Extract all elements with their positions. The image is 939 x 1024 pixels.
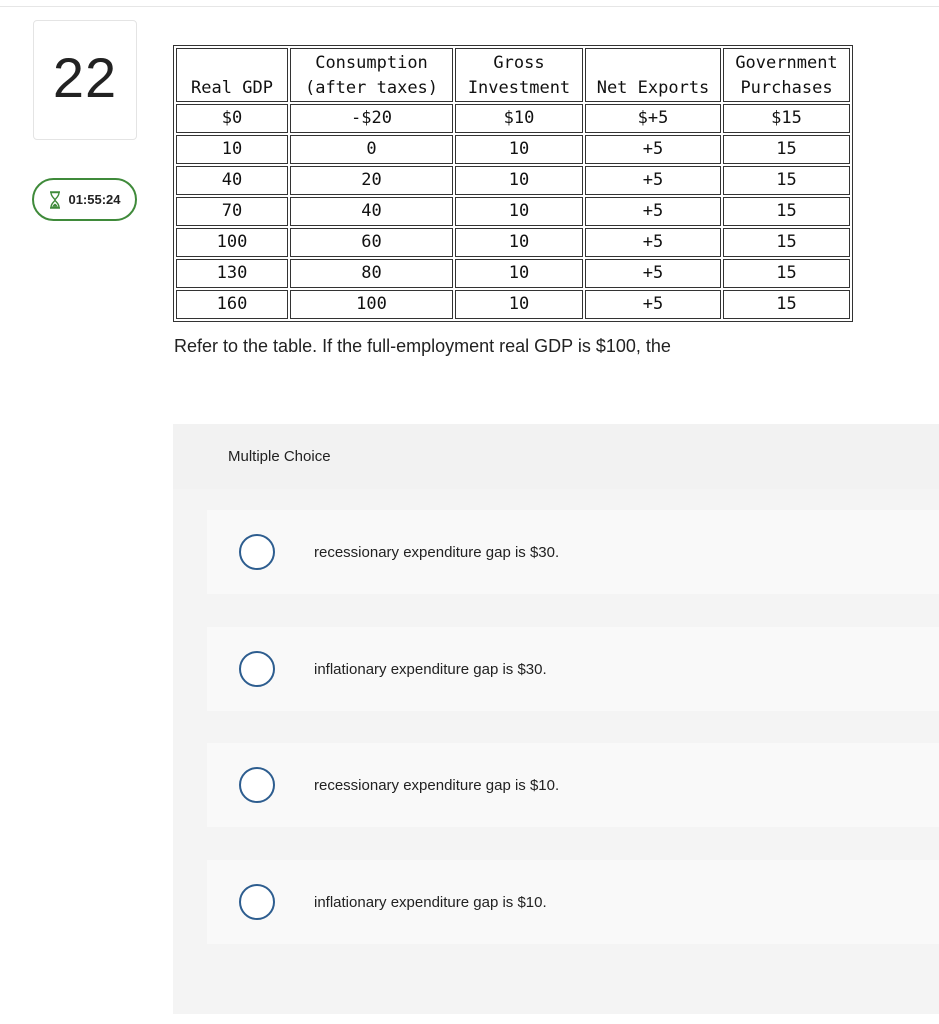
- answer-option-text[interactable]: recessionary expenditure gap is $30.: [314, 543, 560, 561]
- hourglass-icon: [48, 191, 62, 209]
- table-cell: 80: [290, 259, 453, 288]
- table-cell: 15: [723, 166, 850, 195]
- table-cell: $+5: [585, 104, 721, 133]
- table-cell: 100: [290, 290, 453, 319]
- table-row: [176, 197, 850, 226]
- table-cell: 10: [455, 290, 583, 319]
- table-cell: 10: [176, 135, 288, 164]
- table-cell: 15: [723, 259, 850, 288]
- table-cell: 10: [455, 166, 583, 195]
- table-cell: 15: [723, 197, 850, 226]
- table-cell: 70: [176, 197, 288, 226]
- answer-option-text[interactable]: recessionary expenditure gap is $10.: [314, 776, 560, 794]
- timer-badge: [32, 178, 137, 221]
- column-header-government-purchases: Government Purchases: [723, 48, 850, 102]
- multiple-choice-label: Multiple Choice: [228, 448, 331, 465]
- table-cell: +5: [585, 228, 721, 257]
- table-cell: +5: [585, 197, 721, 226]
- question-prompt: Refer to the table. If the full-employment real GDP is $100, the: [174, 336, 671, 356]
- table-row: [176, 135, 850, 164]
- table-cell: 20: [290, 166, 453, 195]
- answer-option-3[interactable]: [207, 743, 939, 827]
- table-row: [176, 104, 850, 133]
- table-cell: 15: [723, 135, 850, 164]
- column-header-consumption: Consumption (after taxes): [290, 48, 453, 102]
- answer-option-text[interactable]: inflationary expenditure gap is $30.: [314, 660, 547, 678]
- radio-button[interactable]: [239, 534, 275, 570]
- table-header-row: [176, 48, 850, 102]
- table-row: [176, 166, 850, 195]
- table-cell: -$20: [290, 104, 453, 133]
- table-cell: 160: [176, 290, 288, 319]
- multiple-choice-header: [173, 424, 939, 489]
- table-cell: 15: [723, 228, 850, 257]
- multiple-choice-panel: [173, 424, 939, 1014]
- table-cell: $0: [176, 104, 288, 133]
- table-cell: +5: [585, 290, 721, 319]
- table-cell: +5: [585, 259, 721, 288]
- table-row: [176, 290, 850, 319]
- table-cell: 10: [455, 259, 583, 288]
- table-cell: 0: [290, 135, 453, 164]
- table-cell: 60: [290, 228, 453, 257]
- table-cell: 10: [455, 135, 583, 164]
- table-cell: 40: [290, 197, 453, 226]
- question-number-card: [33, 20, 137, 140]
- table-cell: +5: [585, 166, 721, 195]
- table-cell: 10: [455, 228, 583, 257]
- table-cell: $10: [455, 104, 583, 133]
- timer-text: 01:55:24: [68, 192, 121, 207]
- table-cell: 10: [455, 197, 583, 226]
- answer-option-4[interactable]: [207, 860, 939, 944]
- radio-button[interactable]: [239, 651, 275, 687]
- question-number: 22: [52, 45, 118, 109]
- table-cell: $15: [723, 104, 850, 133]
- radio-button[interactable]: [239, 884, 275, 920]
- answer-option-text[interactable]: inflationary expenditure gap is $10.: [314, 893, 547, 911]
- table-cell: +5: [585, 135, 721, 164]
- table-cell: 15: [723, 290, 850, 319]
- table-cell: 130: [176, 259, 288, 288]
- radio-button[interactable]: [239, 767, 275, 803]
- answer-option-1[interactable]: [207, 510, 939, 594]
- table-row: [176, 259, 850, 288]
- column-header-real-gdp: Real GDP: [176, 48, 288, 102]
- data-table: [173, 45, 853, 322]
- table-row: [176, 228, 850, 257]
- column-header-net-exports: Net Exports: [585, 48, 721, 102]
- top-divider: [0, 6, 939, 7]
- table-cell: 40: [176, 166, 288, 195]
- table-cell: 100: [176, 228, 288, 257]
- column-header-gross-investment: Gross Investment: [455, 48, 583, 102]
- answer-option-2[interactable]: [207, 627, 939, 711]
